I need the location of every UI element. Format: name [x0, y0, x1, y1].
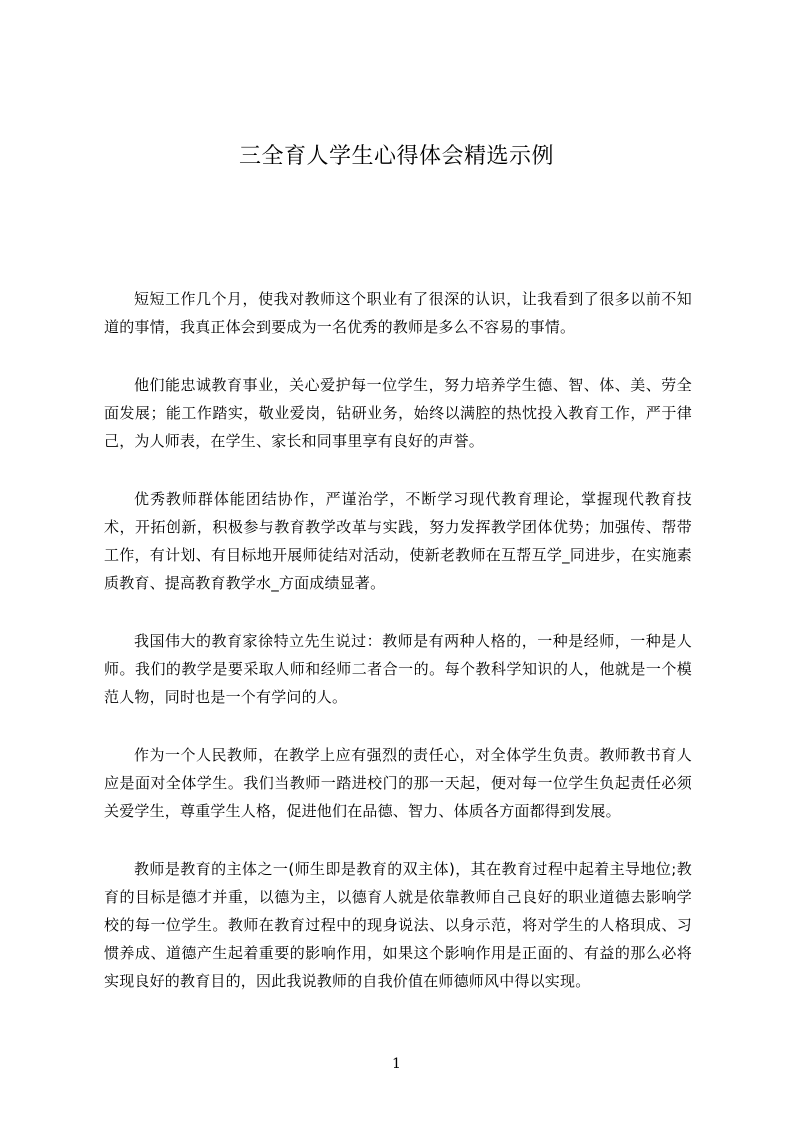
document-body: [104, 285, 692, 1025]
paragraph: 教师是教育的主体之一(师生即是教育的双主体)，其在教育过程中起着主导地位;教育的目标是德才并重，以德为主，以德育人就是依靠教师自己良好的职业道德去影响学校的每一位学生。教师在教育过程中的现身说法、以身示范，将对学生的人格珼成、习惯养成、道德产生起着重要的影响作用，如果这个影响作用是正面的、有益的那么必将实现良好的教育目的，因此我说教师的自我价值在师德师风中得以实现。: [104, 860, 692, 990]
paragraph: 他们能忠诚教育事业，关心爱护每一位学生，努力培养学生德、智、体、美、劳全面发展；能工作踏实，敬业爱岗，钻研业务，始终以满腔的热忱投入教育工作，严于律己，为人师表，在学生、家长和同事里享有良好的声誉。: [104, 376, 692, 450]
paragraph: 优秀教师群体能团结协作，严谨治学，不断学习现代教育理论，掌握现代教育技术，开拓创新，积极参与教育教学改革与实践，努力发挥教学团体优势；加强传、帮带工作，有计划、有目标地开展师徒结对活动，使新老教师在互帮互学_同进步，在实施素质教育、提高教育教学水_方面成绩显著。: [104, 490, 692, 592]
paragraph: 短短工作几个月，使我对教师这个职业有了很深的认识，让我看到了很多以前不知道的事情，我真正体会到要成为一名优秀的教师是多么不容易的事情。: [104, 290, 692, 336]
paragraph: 我国伟大的教育家徐特立先生说过：教师是有两种人格的，一种是经师，一种是人师。我们的教学是要采取人师和经师二者合一的。每个教科学知识的人，他就是一个模范人物，同时也是一个有学问的人。: [104, 632, 692, 706]
page-title: 三全育人学生心得体会精选示例: [238, 144, 554, 169]
paragraph: 作为一个人民教师，在教学上应有强烈的责任心，对全体学生负责。教师教书育人应是面对全体学生。我们当教师一踏进校门的那一天起，便对每一位学生负起责任必须关爱学生，尊重学生人格，促进他们在品德、智力、体质各方面都得到发展。: [104, 746, 692, 820]
page-number: 1: [392, 1056, 401, 1072]
